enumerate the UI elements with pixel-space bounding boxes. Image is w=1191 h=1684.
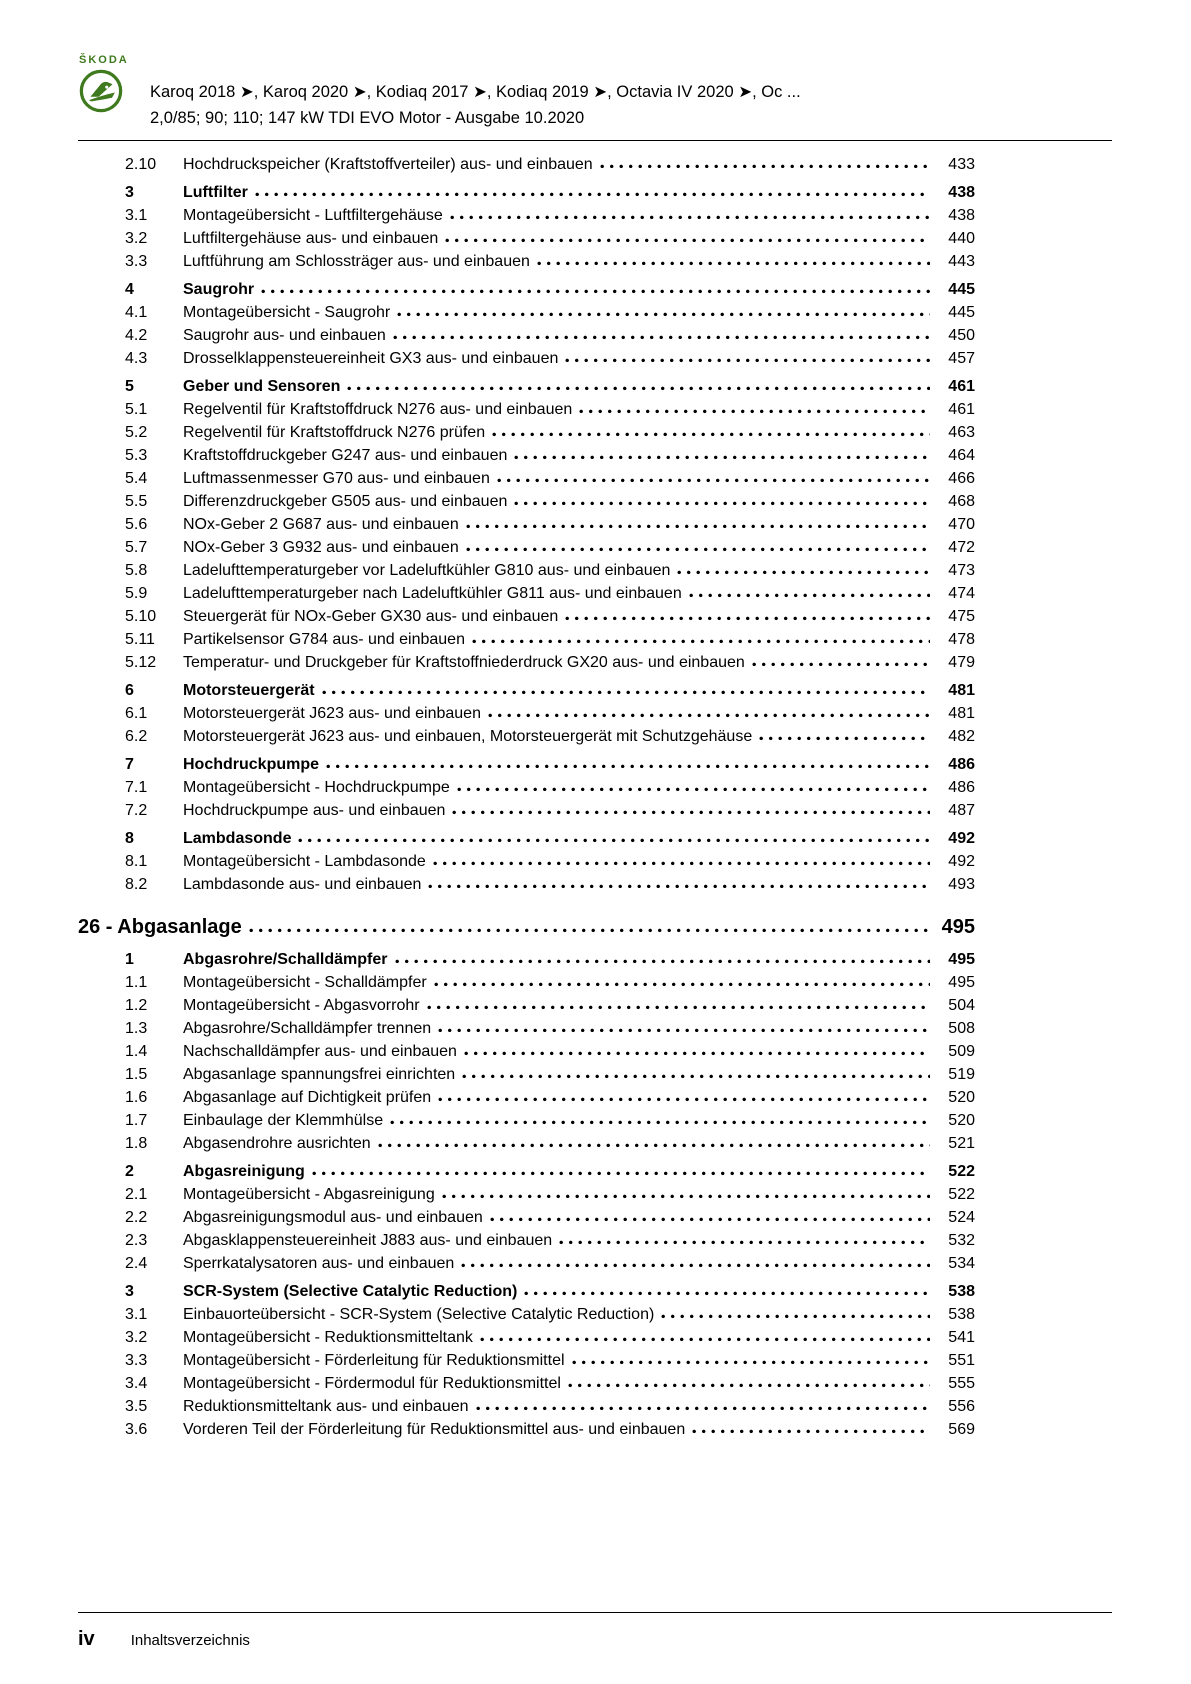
toc-entry-title: Saugrohr aus- und einbauen — [183, 327, 386, 344]
toc-entry[interactable] — [78, 398, 975, 421]
dot-leader — [434, 982, 930, 987]
toc-entry-page: 521 — [948, 1135, 975, 1152]
toc-entry-number: 5.6 — [125, 516, 148, 533]
toc-entry-number: 6 — [125, 682, 134, 699]
toc-entry-number: 5.5 — [125, 493, 148, 510]
toc-entry[interactable] — [78, 914, 975, 940]
toc-entry[interactable] — [78, 753, 975, 776]
toc-entry-title: Sperrkatalysatoren aus- und einbauen — [183, 1255, 455, 1272]
toc-entry[interactable] — [78, 513, 975, 536]
toc-entry-number: 8.2 — [125, 876, 148, 893]
toc-entry-title: Ladelufttemperaturgeber vor Ladeluftkühler G810 aus- und einbauen — [183, 562, 671, 579]
toc-entry-number: 3.2 — [125, 1329, 148, 1346]
toc-entry-number: 1.4 — [125, 1043, 148, 1060]
toc-entry-number: 5.8 — [125, 562, 148, 579]
dot-leader — [462, 1074, 930, 1079]
dot-leader — [438, 1028, 930, 1033]
dot-leader — [472, 639, 930, 644]
footer-page-number: iv — [78, 1628, 95, 1650]
dot-leader — [572, 1360, 930, 1365]
toc-entry-title: SCR-System (Selective Catalytic Reduction) — [183, 1283, 518, 1300]
toc-entry-title: Luftfilter — [183, 184, 248, 201]
toc-entry-page: 475 — [948, 608, 975, 625]
toc-entry[interactable] — [78, 536, 975, 559]
toc-entry-title: Montageübersicht - Abgasreinigung — [183, 1186, 435, 1203]
dot-leader — [524, 1291, 930, 1296]
toc-entry-number: 7.2 — [125, 802, 148, 819]
toc-entry-number: 5 — [125, 378, 134, 395]
toc-entry-title: Regelventil für Kraftstoffdruck N276 aus- und einbauen — [183, 401, 573, 418]
dot-leader — [692, 1429, 930, 1434]
toc-entry-page: 461 — [948, 378, 975, 395]
toc-entry-page: 508 — [948, 1020, 975, 1037]
toc-entry-title: 26 - Abgasanlage — [78, 916, 242, 938]
toc-entry-number: 3 — [125, 184, 134, 201]
toc-entry-page: 450 — [948, 327, 975, 344]
dot-leader — [565, 616, 930, 621]
toc-entry[interactable] — [78, 467, 975, 490]
toc-entry-number: 4.3 — [125, 350, 148, 367]
toc-entry-page: 440 — [948, 230, 975, 247]
toc-entry-page: 486 — [948, 756, 975, 773]
dot-leader — [326, 764, 930, 769]
toc-entry-page: 487 — [948, 802, 975, 819]
toc-entry-number: 1.6 — [125, 1089, 148, 1106]
toc-entry-number: 5.11 — [125, 631, 155, 648]
toc-entry-title: Ladelufttemperaturgeber nach Ladeluftkühler G811 aus- und einbauen — [183, 585, 682, 602]
toc-entry-number: 2.3 — [125, 1232, 148, 1249]
toc-entry-page: 556 — [948, 1398, 975, 1415]
toc-entry[interactable] — [78, 375, 975, 398]
toc-entry-title: Montageübersicht - Lambdasonde — [183, 853, 426, 870]
toc-entry-title: Differenzdruckgeber G505 aus- und einbauen — [183, 493, 508, 510]
toc-entry-page: 555 — [948, 1375, 975, 1392]
page-header — [150, 79, 1111, 131]
toc-entry[interactable] — [78, 605, 975, 628]
toc-entry-title: Reduktionsmitteltank aus- und einbauen — [183, 1398, 469, 1415]
toc-entry[interactable] — [78, 1252, 975, 1275]
toc-entry[interactable] — [78, 1372, 975, 1395]
toc-entry-title: Temperatur- und Druckgeber für Kraftstoffniederdruck GX20 aus- und einbauen — [183, 654, 745, 671]
toc-entry-page: 569 — [948, 1421, 975, 1438]
dot-leader — [476, 1406, 930, 1411]
toc-entry-page: 509 — [948, 1043, 975, 1060]
toc-entry-page: 470 — [948, 516, 975, 533]
toc-entry-number: 5.3 — [125, 447, 148, 464]
dot-leader — [514, 455, 930, 460]
toc-entry-number: 5.7 — [125, 539, 148, 556]
toc-entry-title: Montageübersicht - Hochdruckpumpe — [183, 779, 450, 796]
toc-entry[interactable] — [78, 582, 975, 605]
toc-entry-page: 443 — [948, 253, 975, 270]
toc-entry[interactable] — [78, 799, 975, 822]
toc-entry-page: 492 — [948, 830, 975, 847]
toc-entry-page: 520 — [948, 1112, 975, 1129]
toc-entry-number: 3.3 — [125, 253, 148, 270]
toc-entry-title: Montageübersicht - Förderleitung für Reduktionsmittel — [183, 1352, 565, 1369]
toc-entry[interactable] — [78, 490, 975, 513]
toc-entry-page: 482 — [948, 728, 975, 745]
toc-entry-title: Montageübersicht - Reduktionsmitteltank — [183, 1329, 473, 1346]
toc-entry-page: 541 — [948, 1329, 975, 1346]
toc-entry-number: 3.4 — [125, 1375, 148, 1392]
toc-entry-number: 4.1 — [125, 304, 148, 321]
toc-entry-page: 495 — [948, 974, 975, 991]
dot-leader — [442, 1194, 930, 1199]
dot-leader — [261, 289, 930, 294]
toc-entry-title: Abgasklappensteuereinheit J883 aus- und einbauen — [183, 1232, 553, 1249]
toc-entry-page: 445 — [948, 281, 975, 298]
dot-leader — [255, 192, 930, 197]
toc-entry[interactable] — [78, 1109, 975, 1132]
footer-section-label: Inhaltsverzeichnis — [130, 1632, 250, 1649]
skoda-wordmark: ŠKODA — [79, 54, 129, 66]
toc-entry[interactable] — [78, 1206, 975, 1229]
toc-entry-title: Partikelsensor G784 aus- und einbauen — [183, 631, 465, 648]
toc-entry[interactable] — [78, 1280, 975, 1303]
toc-entry-title: Regelventil für Kraftstoffdruck N276 prüfen — [183, 424, 486, 441]
dot-leader — [579, 409, 930, 414]
toc-entry-number: 1 — [125, 951, 134, 968]
skoda-winged-arrow-icon — [78, 68, 124, 114]
dot-leader — [390, 1120, 930, 1125]
dot-leader — [568, 1383, 930, 1388]
toc-entry-number: 5.12 — [125, 654, 157, 671]
dot-leader — [752, 662, 930, 667]
toc-entry-title: Abgasreinigung — [183, 1163, 305, 1180]
dot-leader — [395, 959, 931, 964]
toc-entry-title: Luftmassenmesser G70 aus- und einbauen — [183, 470, 490, 487]
toc-entry-number: 4 — [125, 281, 134, 298]
toc-entry-number: 6.2 — [125, 728, 148, 745]
toc-entry-title: Montageübersicht - Saugrohr — [183, 304, 391, 321]
toc-entry-page: 504 — [948, 997, 975, 1014]
toc-entry[interactable] — [78, 1132, 975, 1155]
toc-entry-page: 486 — [948, 779, 975, 796]
toc-entry-page: 445 — [948, 304, 975, 321]
dot-leader — [457, 787, 930, 792]
toc-entry-title: Nachschalldämpfer aus- und einbauen — [183, 1043, 457, 1060]
dot-leader — [565, 358, 930, 363]
toc-entry[interactable] — [78, 702, 975, 725]
toc-entry-title: Luftführung am Schlossträger aus- und einbauen — [183, 253, 530, 270]
toc-entry-number: 3.1 — [125, 1306, 148, 1323]
toc-entry[interactable] — [78, 776, 975, 799]
footer-divider — [78, 1612, 1112, 1613]
toc-entry-title: Abgasendrohre ausrichten — [183, 1135, 371, 1152]
toc-entry-page: 495 — [948, 951, 975, 968]
toc-entry-title: Abgasrohre/Schalldämpfer — [183, 951, 388, 968]
toc-entry-number: 5.10 — [125, 608, 157, 625]
toc-entry-title: Hochdruckpumpe aus- und einbauen — [183, 802, 446, 819]
skoda-logo — [78, 54, 148, 114]
header-models-line: Karoq 2018 ➤, Karoq 2020 ➤, Kodiaq 2017 ➤, Kodiaq 2019 ➤, Octavia IV 2020 ➤, Oc ... — [150, 83, 801, 101]
toc-entry-number: 1.8 — [125, 1135, 148, 1152]
toc-entry-page: 457 — [948, 350, 975, 367]
toc-entry-title: Hochdruckpumpe — [183, 756, 320, 773]
dot-leader — [445, 238, 930, 243]
header-divider — [78, 140, 1112, 141]
toc-entry-number: 1.5 — [125, 1066, 148, 1083]
toc-entry-title: Montageübersicht - Schalldämpfer — [183, 974, 427, 991]
toc-entry[interactable] — [78, 1326, 975, 1349]
toc-entry-number: 3.5 — [125, 1398, 148, 1415]
toc-entry-number: 2.4 — [125, 1255, 148, 1272]
toc-entry-page: 493 — [948, 876, 975, 893]
toc-entry-page: 522 — [948, 1163, 975, 1180]
header-engine-line: 2,0/85; 90; 110; 147 kW TDI EVO Motor - Ausgabe 10.2020 — [150, 109, 585, 127]
dot-leader — [312, 1171, 930, 1176]
toc-entry-page: 474 — [948, 585, 975, 602]
dot-leader — [450, 215, 930, 220]
toc-entry[interactable] — [78, 725, 975, 748]
toc-entry-page: 466 — [948, 470, 975, 487]
toc-entry[interactable] — [78, 421, 975, 444]
toc-entry-number: 2 — [125, 1163, 134, 1180]
toc-entry[interactable] — [78, 1063, 975, 1086]
toc-entry[interactable] — [78, 873, 975, 896]
toc-entry-title: Vorderen Teil der Förderleitung für Reduktionsmittel aus- und einbauen — [183, 1421, 686, 1438]
toc-entry-title: Lambdasonde — [183, 830, 292, 847]
toc-entry[interactable] — [78, 301, 975, 324]
toc-entry-number: 8.1 — [125, 853, 148, 870]
toc-entry[interactable] — [78, 651, 975, 674]
toc-entry-number: 8 — [125, 830, 134, 847]
toc-entry-page: 492 — [948, 853, 975, 870]
dot-leader — [452, 810, 930, 815]
table-of-contents — [78, 153, 975, 1441]
toc-entry-page: 532 — [948, 1232, 975, 1249]
toc-entry-number: 3.2 — [125, 230, 148, 247]
dot-leader — [497, 478, 930, 483]
toc-entry-number: 5.9 — [125, 585, 148, 602]
toc-entry-page: 473 — [948, 562, 975, 579]
toc-entry-number: 5.1 — [125, 401, 148, 418]
toc-entry-title: Kraftstoffdruckgeber G247 aus- und einbauen — [183, 447, 508, 464]
dot-leader — [466, 524, 930, 529]
dot-leader — [378, 1143, 930, 1148]
dot-leader — [249, 928, 930, 933]
dot-leader — [689, 593, 930, 598]
toc-entry-page: 461 — [948, 401, 975, 418]
toc-entry[interactable] — [78, 1349, 975, 1372]
dot-leader — [537, 261, 930, 266]
dot-leader — [438, 1097, 930, 1102]
dot-leader — [397, 312, 930, 317]
toc-entry[interactable] — [78, 948, 975, 971]
toc-entry[interactable] — [78, 1395, 975, 1418]
toc-entry[interactable] — [78, 850, 975, 873]
toc-entry-title: Motorsteuergerät — [183, 682, 315, 699]
toc-entry-title: Montageübersicht - Luftfiltergehäuse — [183, 207, 443, 224]
toc-entry-number: 6.1 — [125, 705, 148, 722]
toc-entry-number: 2.1 — [125, 1186, 148, 1203]
toc-entry[interactable] — [78, 347, 975, 370]
toc-entry-title: Motorsteuergerät J623 aus- und einbauen, Motorsteuergerät mit Schutzgehäuse — [183, 728, 753, 745]
dot-leader — [661, 1314, 930, 1319]
toc-entry-title: Einbaulage der Klemmhülse — [183, 1112, 384, 1129]
toc-entry-page: 463 — [948, 424, 975, 441]
toc-entry-page: 481 — [948, 705, 975, 722]
dot-leader — [490, 1217, 930, 1222]
toc-entry-number: 1.3 — [125, 1020, 148, 1037]
dot-leader — [428, 884, 930, 889]
dot-leader — [488, 713, 930, 718]
toc-entry[interactable] — [78, 1183, 975, 1206]
toc-entry-number: 1.2 — [125, 997, 148, 1014]
toc-entry[interactable] — [78, 1040, 975, 1063]
toc-entry[interactable] — [78, 1418, 975, 1441]
toc-entry[interactable] — [78, 278, 975, 301]
toc-entry-number: 4.2 — [125, 327, 148, 344]
toc-entry-number: 2.2 — [125, 1209, 148, 1226]
toc-entry[interactable] — [78, 204, 975, 227]
toc-entry-page: 519 — [948, 1066, 975, 1083]
toc-entry-title: Motorsteuergerät J623 aus- und einbauen — [183, 705, 481, 722]
toc-entry[interactable] — [78, 153, 975, 176]
toc-entry[interactable] — [78, 250, 975, 273]
toc-entry-title: Hochdruckspeicher (Kraftstoffverteiler) aus- und einbauen — [183, 156, 593, 173]
toc-entry-number: 3.6 — [125, 1421, 148, 1438]
toc-entry-title: NOx-Geber 3 G932 aus- und einbauen — [183, 539, 459, 556]
toc-entry-title: Abgasanlage spannungsfrei einrichten — [183, 1066, 456, 1083]
toc-entry-page: 538 — [948, 1283, 975, 1300]
toc-entry-page: 464 — [948, 447, 975, 464]
dot-leader — [466, 547, 930, 552]
toc-entry-number: 2.10 — [125, 156, 157, 173]
dot-leader — [393, 335, 930, 340]
dot-leader — [600, 164, 930, 169]
toc-entry[interactable] — [78, 628, 975, 651]
dot-leader — [480, 1337, 930, 1342]
toc-entry[interactable] — [78, 994, 975, 1017]
toc-entry-page: 538 — [948, 1306, 975, 1323]
toc-entry-title: NOx-Geber 2 G687 aus- und einbauen — [183, 516, 459, 533]
toc-entry-title: Lambdasonde aus- und einbauen — [183, 876, 422, 893]
toc-entry-page: 479 — [948, 654, 975, 671]
toc-entry-number: 7 — [125, 756, 134, 773]
toc-entry-page: 524 — [948, 1209, 975, 1226]
toc-entry-number: 3.3 — [125, 1352, 148, 1369]
dot-leader — [461, 1263, 930, 1268]
toc-entry-page: 534 — [948, 1255, 975, 1272]
toc-entry-title: Abgasrohre/Schalldämpfer trennen — [183, 1020, 432, 1037]
toc-entry-title: Montageübersicht - Fördermodul für Reduktionsmittel — [183, 1375, 561, 1392]
dot-leader — [464, 1051, 930, 1056]
toc-entry-page: 438 — [948, 207, 975, 224]
dot-leader — [492, 432, 930, 437]
dot-leader — [677, 570, 930, 575]
toc-entry[interactable] — [78, 1086, 975, 1109]
toc-entry-page: 495 — [941, 916, 975, 938]
toc-entry-page: 438 — [948, 184, 975, 201]
dot-leader — [559, 1240, 930, 1245]
toc-entry-title: Saugrohr — [183, 281, 255, 298]
dot-leader — [322, 690, 930, 695]
toc-entry-page: 478 — [948, 631, 975, 648]
dot-leader — [759, 736, 930, 741]
toc-entry-number: 5.2 — [125, 424, 148, 441]
toc-entry[interactable] — [78, 181, 975, 204]
toc-entry-page: 472 — [948, 539, 975, 556]
toc-entry[interactable] — [78, 827, 975, 850]
toc-entry-title: Luftfiltergehäuse aus- und einbauen — [183, 230, 439, 247]
toc-entry-number: 1.7 — [125, 1112, 148, 1129]
toc-entry-title: Abgasreinigungsmodul aus- und einbauen — [183, 1209, 483, 1226]
dot-leader — [427, 1005, 930, 1010]
toc-entry-page: 520 — [948, 1089, 975, 1106]
toc-entry[interactable] — [78, 1017, 975, 1040]
dot-leader — [433, 861, 930, 866]
toc-entry-title: Geber und Sensoren — [183, 378, 341, 395]
dot-leader — [347, 386, 930, 391]
toc-entry-page: 433 — [948, 156, 975, 173]
toc-entry[interactable] — [78, 227, 975, 250]
toc-entry[interactable] — [78, 1229, 975, 1252]
dot-leader — [298, 838, 930, 843]
toc-entry[interactable] — [78, 1303, 975, 1326]
toc-entry[interactable] — [78, 971, 975, 994]
toc-entry[interactable] — [78, 1160, 975, 1183]
dot-leader — [514, 501, 930, 506]
toc-entry[interactable] — [78, 324, 975, 347]
toc-entry-number: 3 — [125, 1283, 134, 1300]
toc-entry-number: 1.1 — [125, 974, 148, 991]
toc-entry-title: Einbauorteübersicht - SCR-System (Selective Catalytic Reduction) — [183, 1306, 655, 1323]
toc-entry-title: Drosselklappensteuereinheit GX3 aus- und einbauen — [183, 350, 559, 367]
toc-entry[interactable] — [78, 444, 975, 467]
toc-entry-number: 7.1 — [125, 779, 148, 796]
page-footer — [78, 1628, 250, 1651]
toc-entry-number: 3.1 — [125, 207, 148, 224]
toc-entry-title: Abgasanlage auf Dichtigkeit prüfen — [183, 1089, 432, 1106]
toc-entry-page: 481 — [948, 682, 975, 699]
toc-entry-title: Steuergerät für NOx-Geber GX30 aus- und einbauen — [183, 608, 559, 625]
toc-entry[interactable] — [78, 559, 975, 582]
toc-entry-page: 551 — [948, 1352, 975, 1369]
toc-entry[interactable] — [78, 679, 975, 702]
toc-entry-page: 468 — [948, 493, 975, 510]
toc-entry-number: 5.4 — [125, 470, 148, 487]
toc-entry-title: Montageübersicht - Abgasvorrohr — [183, 997, 420, 1014]
toc-entry-page: 522 — [948, 1186, 975, 1203]
